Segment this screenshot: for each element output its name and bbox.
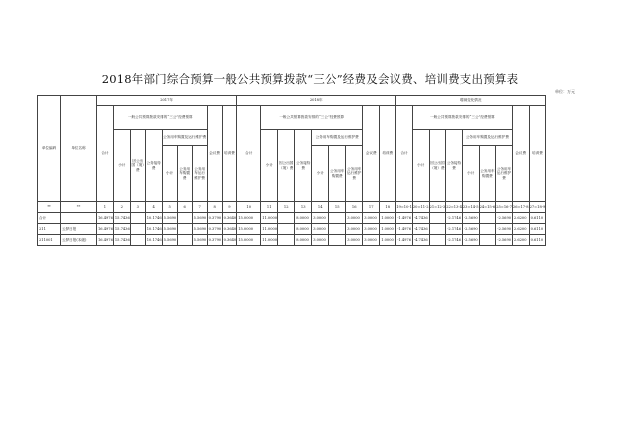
header-subtotal-2017: 小计 <box>113 130 130 202</box>
value-cell <box>177 224 192 235</box>
value-cell: 1.0000 <box>380 235 396 246</box>
header-row-groups <box>38 106 546 130</box>
column-number-cell: 19=10-1 <box>396 202 413 213</box>
budget-table <box>37 95 546 246</box>
header-meeting-2017: 会议费 <box>207 106 222 202</box>
value-cell: 3.0000 <box>346 224 363 235</box>
header-sangong-2017: 一般公共预算拨款安排的“三公”经费预算 <box>113 106 207 130</box>
header-vehicle-run-2018: 公务用车运行维护费 <box>346 146 363 202</box>
page-title: 2018年部门综合预算一般公共预算拨款“三公”经费及会议费、培训费支出预算表 <box>101 72 519 86</box>
value-cell: -4.7436 <box>412 235 429 246</box>
column-number-cell: 17 <box>363 202 380 213</box>
column-number-cell: 16 <box>346 202 363 213</box>
value-cell <box>130 213 145 224</box>
header-total-2017: 合计 <box>97 106 114 202</box>
value-cell: 0.3790 <box>207 213 222 224</box>
table-row <box>38 235 546 246</box>
column-number-cell: 21=12-3 <box>429 202 446 213</box>
value-cell: 16.4976 <box>97 235 114 246</box>
value-cell <box>479 235 496 246</box>
column-number-cell: ** <box>38 202 61 213</box>
value-cell <box>177 213 192 224</box>
header-training-change: 培训费 <box>529 106 546 202</box>
header-abroad-2018: 因公出国（境）费 <box>278 130 295 202</box>
value-cell: 3.0000 <box>346 235 363 246</box>
column-number-cell: 22=13-4 <box>446 202 463 213</box>
value-cell <box>329 224 346 235</box>
column-number-cell: 20=11-2 <box>412 202 429 213</box>
value-cell: 11.0000 <box>261 235 278 246</box>
value-cell <box>130 235 145 246</box>
table-row <box>38 224 546 235</box>
header-vehicle-run-2017: 公务用车运行维护费 <box>192 146 207 202</box>
value-cell: -2.1746 <box>446 213 463 224</box>
header-training-2018: 培训费 <box>380 106 396 202</box>
column-number-cell: 4 <box>145 202 162 213</box>
header-2017: 2017年 <box>97 96 237 106</box>
column-number-cell: 13 <box>295 202 312 213</box>
value-cell: 3.0000 <box>312 235 329 246</box>
value-cell <box>329 213 346 224</box>
column-number-cell: 18 <box>380 202 396 213</box>
value-cell: 15.0000 <box>237 224 261 235</box>
value-cell: 0.3790 <box>207 224 222 235</box>
column-number-cell: 8 <box>207 202 222 213</box>
header-sangong-change: 一般公共预算拨款安排的“三公”经费预算 <box>412 106 512 130</box>
column-number-cell: 10 <box>237 202 261 213</box>
header-vehicle-sub-2018: 小计 <box>312 146 329 202</box>
value-cell: 15.7436 <box>113 235 130 246</box>
column-number-cell: 6 <box>177 202 192 213</box>
header-vehicle-change: 公务用车购置及运行维护费 <box>462 130 512 146</box>
column-number-cell: 3 <box>130 202 145 213</box>
value-cell: 3.0000 <box>312 213 329 224</box>
value-cell: 10.1746 <box>145 213 162 224</box>
value-cell: 0.3640 <box>222 213 237 224</box>
value-cell: -4.7436 <box>412 224 429 235</box>
column-number-cell: 1 <box>97 202 114 213</box>
value-cell: 10.1746 <box>145 235 162 246</box>
unit-name-cell: 云梦日报 <box>61 224 97 235</box>
header-sangong-2018: 一般公共预算拨款安排的“三公”经费预算 <box>261 106 363 130</box>
value-cell <box>329 235 346 246</box>
column-number-cell: 24=15-6 <box>479 202 496 213</box>
header-row-years <box>38 96 546 106</box>
column-number-cell: 7 <box>192 202 207 213</box>
value-cell: 8.0000 <box>295 235 312 246</box>
header-abroad-2017: 因公出国（境）费 <box>130 130 145 202</box>
value-cell: 1.0000 <box>380 224 396 235</box>
value-cell: -1.4976 <box>396 213 413 224</box>
header-vehicle-run-change: 公务用车运行维护费 <box>496 146 513 202</box>
value-cell: 16.4976 <box>97 224 114 235</box>
value-cell: -2.1746 <box>446 235 463 246</box>
unit-code-cell: 合计 <box>38 213 61 224</box>
header-name: 单位名称 <box>61 96 97 202</box>
value-cell: -2.5690 <box>462 213 479 224</box>
value-cell: 3.0000 <box>363 235 380 246</box>
value-cell: 5.5690 <box>162 213 177 224</box>
header-vehicle-purchase-change: 公务用车购置费 <box>479 146 496 202</box>
value-cell: 15.0000 <box>237 235 261 246</box>
value-cell: -2.5690 <box>496 224 513 235</box>
value-cell: 11.0000 <box>261 224 278 235</box>
header-vehicle-2018: 公务用车购置及运行维护费 <box>312 130 363 146</box>
value-cell: 2.6200 <box>512 235 529 246</box>
value-cell: 0.6110 <box>529 224 546 235</box>
value-cell: 5.5690 <box>192 213 207 224</box>
header-vehicle-sub-change: 小计 <box>462 146 479 202</box>
value-cell: 16.4976 <box>97 213 114 224</box>
column-number-cell: 11 <box>261 202 278 213</box>
value-cell: 0.3790 <box>207 235 222 246</box>
value-cell <box>479 224 496 235</box>
value-cell: 15.0000 <box>237 213 261 224</box>
header-total-2018: 合计 <box>237 106 261 202</box>
value-cell: 5.5690 <box>192 224 207 235</box>
value-cell: 3.0000 <box>346 213 363 224</box>
header-total-change: 合计 <box>396 106 413 202</box>
value-cell <box>429 213 446 224</box>
value-cell: 5.5690 <box>192 235 207 246</box>
value-cell <box>479 213 496 224</box>
value-cell: 11.0000 <box>261 213 278 224</box>
value-cell: -2.5690 <box>462 224 479 235</box>
column-number-row <box>38 202 546 213</box>
header-code: 单位编码 <box>38 96 61 202</box>
column-number-cell: 25=16-7 <box>496 202 513 213</box>
header-subtotal-change: 小计 <box>412 130 429 202</box>
table-row <box>38 213 546 224</box>
column-number-cell: 5 <box>162 202 177 213</box>
header-row-categories <box>38 130 546 146</box>
unit-name-cell <box>61 213 97 224</box>
value-cell: 0.3640 <box>222 235 237 246</box>
column-number-cell: 9 <box>222 202 237 213</box>
unit-name-cell: 云梦日报(本级) <box>61 235 97 246</box>
table-body <box>38 213 546 246</box>
header-meeting-2018: 会议费 <box>363 106 380 202</box>
value-cell <box>429 224 446 235</box>
value-cell: 5.5690 <box>162 235 177 246</box>
value-cell: 0.3640 <box>222 224 237 235</box>
value-cell: 0.6110 <box>529 235 546 246</box>
value-cell: 8.0000 <box>295 224 312 235</box>
value-cell <box>278 213 295 224</box>
column-number-cell: 14 <box>312 202 329 213</box>
header-subtotal-2018: 小计 <box>261 130 278 202</box>
value-cell <box>278 235 295 246</box>
column-number-cell: 2 <box>113 202 130 213</box>
header-change: 增减变化情况 <box>396 96 546 106</box>
value-cell: 3.0000 <box>312 224 329 235</box>
value-cell: -1.4976 <box>396 235 413 246</box>
value-cell: 10.1746 <box>145 224 162 235</box>
value-cell: -4.7436 <box>412 213 429 224</box>
unit-code-cell: 211 <box>38 224 61 235</box>
value-cell <box>130 224 145 235</box>
header-abroad-change: 因公出国（境）费 <box>429 130 446 202</box>
column-number-cell: 26=17-8 <box>512 202 529 213</box>
header-training-2017: 培训费 <box>222 106 237 202</box>
value-cell: 0.6110 <box>529 213 546 224</box>
column-number-cell: 27=18-9 <box>529 202 546 213</box>
value-cell: 5.5690 <box>162 224 177 235</box>
value-cell: 1.0000 <box>380 213 396 224</box>
unit-label: 单位：万元 <box>555 89 575 94</box>
value-cell: -2.5690 <box>496 235 513 246</box>
value-cell <box>177 235 192 246</box>
value-cell: -2.5690 <box>496 213 513 224</box>
header-2018: 2018年 <box>237 96 396 106</box>
value-cell: -2.5690 <box>462 235 479 246</box>
value-cell: 3.0000 <box>363 224 380 235</box>
header-vehicle-sub-2017: 小计 <box>162 146 177 202</box>
value-cell: -2.1746 <box>446 224 463 235</box>
column-number-cell: ** <box>61 202 97 213</box>
header-reception-2018: 公务接待费 <box>295 130 312 202</box>
value-cell: 3.0000 <box>363 213 380 224</box>
value-cell: 8.0000 <box>295 213 312 224</box>
value-cell: 2.6200 <box>512 224 529 235</box>
column-number-cell: 23=14-5 <box>462 202 479 213</box>
value-cell <box>429 235 446 246</box>
header-meeting-change: 会议费 <box>512 106 529 202</box>
value-cell <box>278 224 295 235</box>
header-vehicle-2017: 公务用车购置及运行维护费 <box>162 130 207 146</box>
header-reception-change: 公务接待费 <box>446 130 463 202</box>
value-cell: 15.7436 <box>113 213 130 224</box>
header-vehicle-purchase-2018: 公务用车购置费 <box>329 146 346 202</box>
value-cell: -1.4976 <box>396 224 413 235</box>
column-number-cell: 15 <box>329 202 346 213</box>
header-vehicle-purchase-2017: 公务用车购置费 <box>177 146 192 202</box>
header-reception-2017: 公务接待费 <box>145 130 162 202</box>
value-cell: 15.7436 <box>113 224 130 235</box>
column-number-cell: 12 <box>278 202 295 213</box>
value-cell: 2.6200 <box>512 213 529 224</box>
unit-code-cell: 211001 <box>38 235 61 246</box>
